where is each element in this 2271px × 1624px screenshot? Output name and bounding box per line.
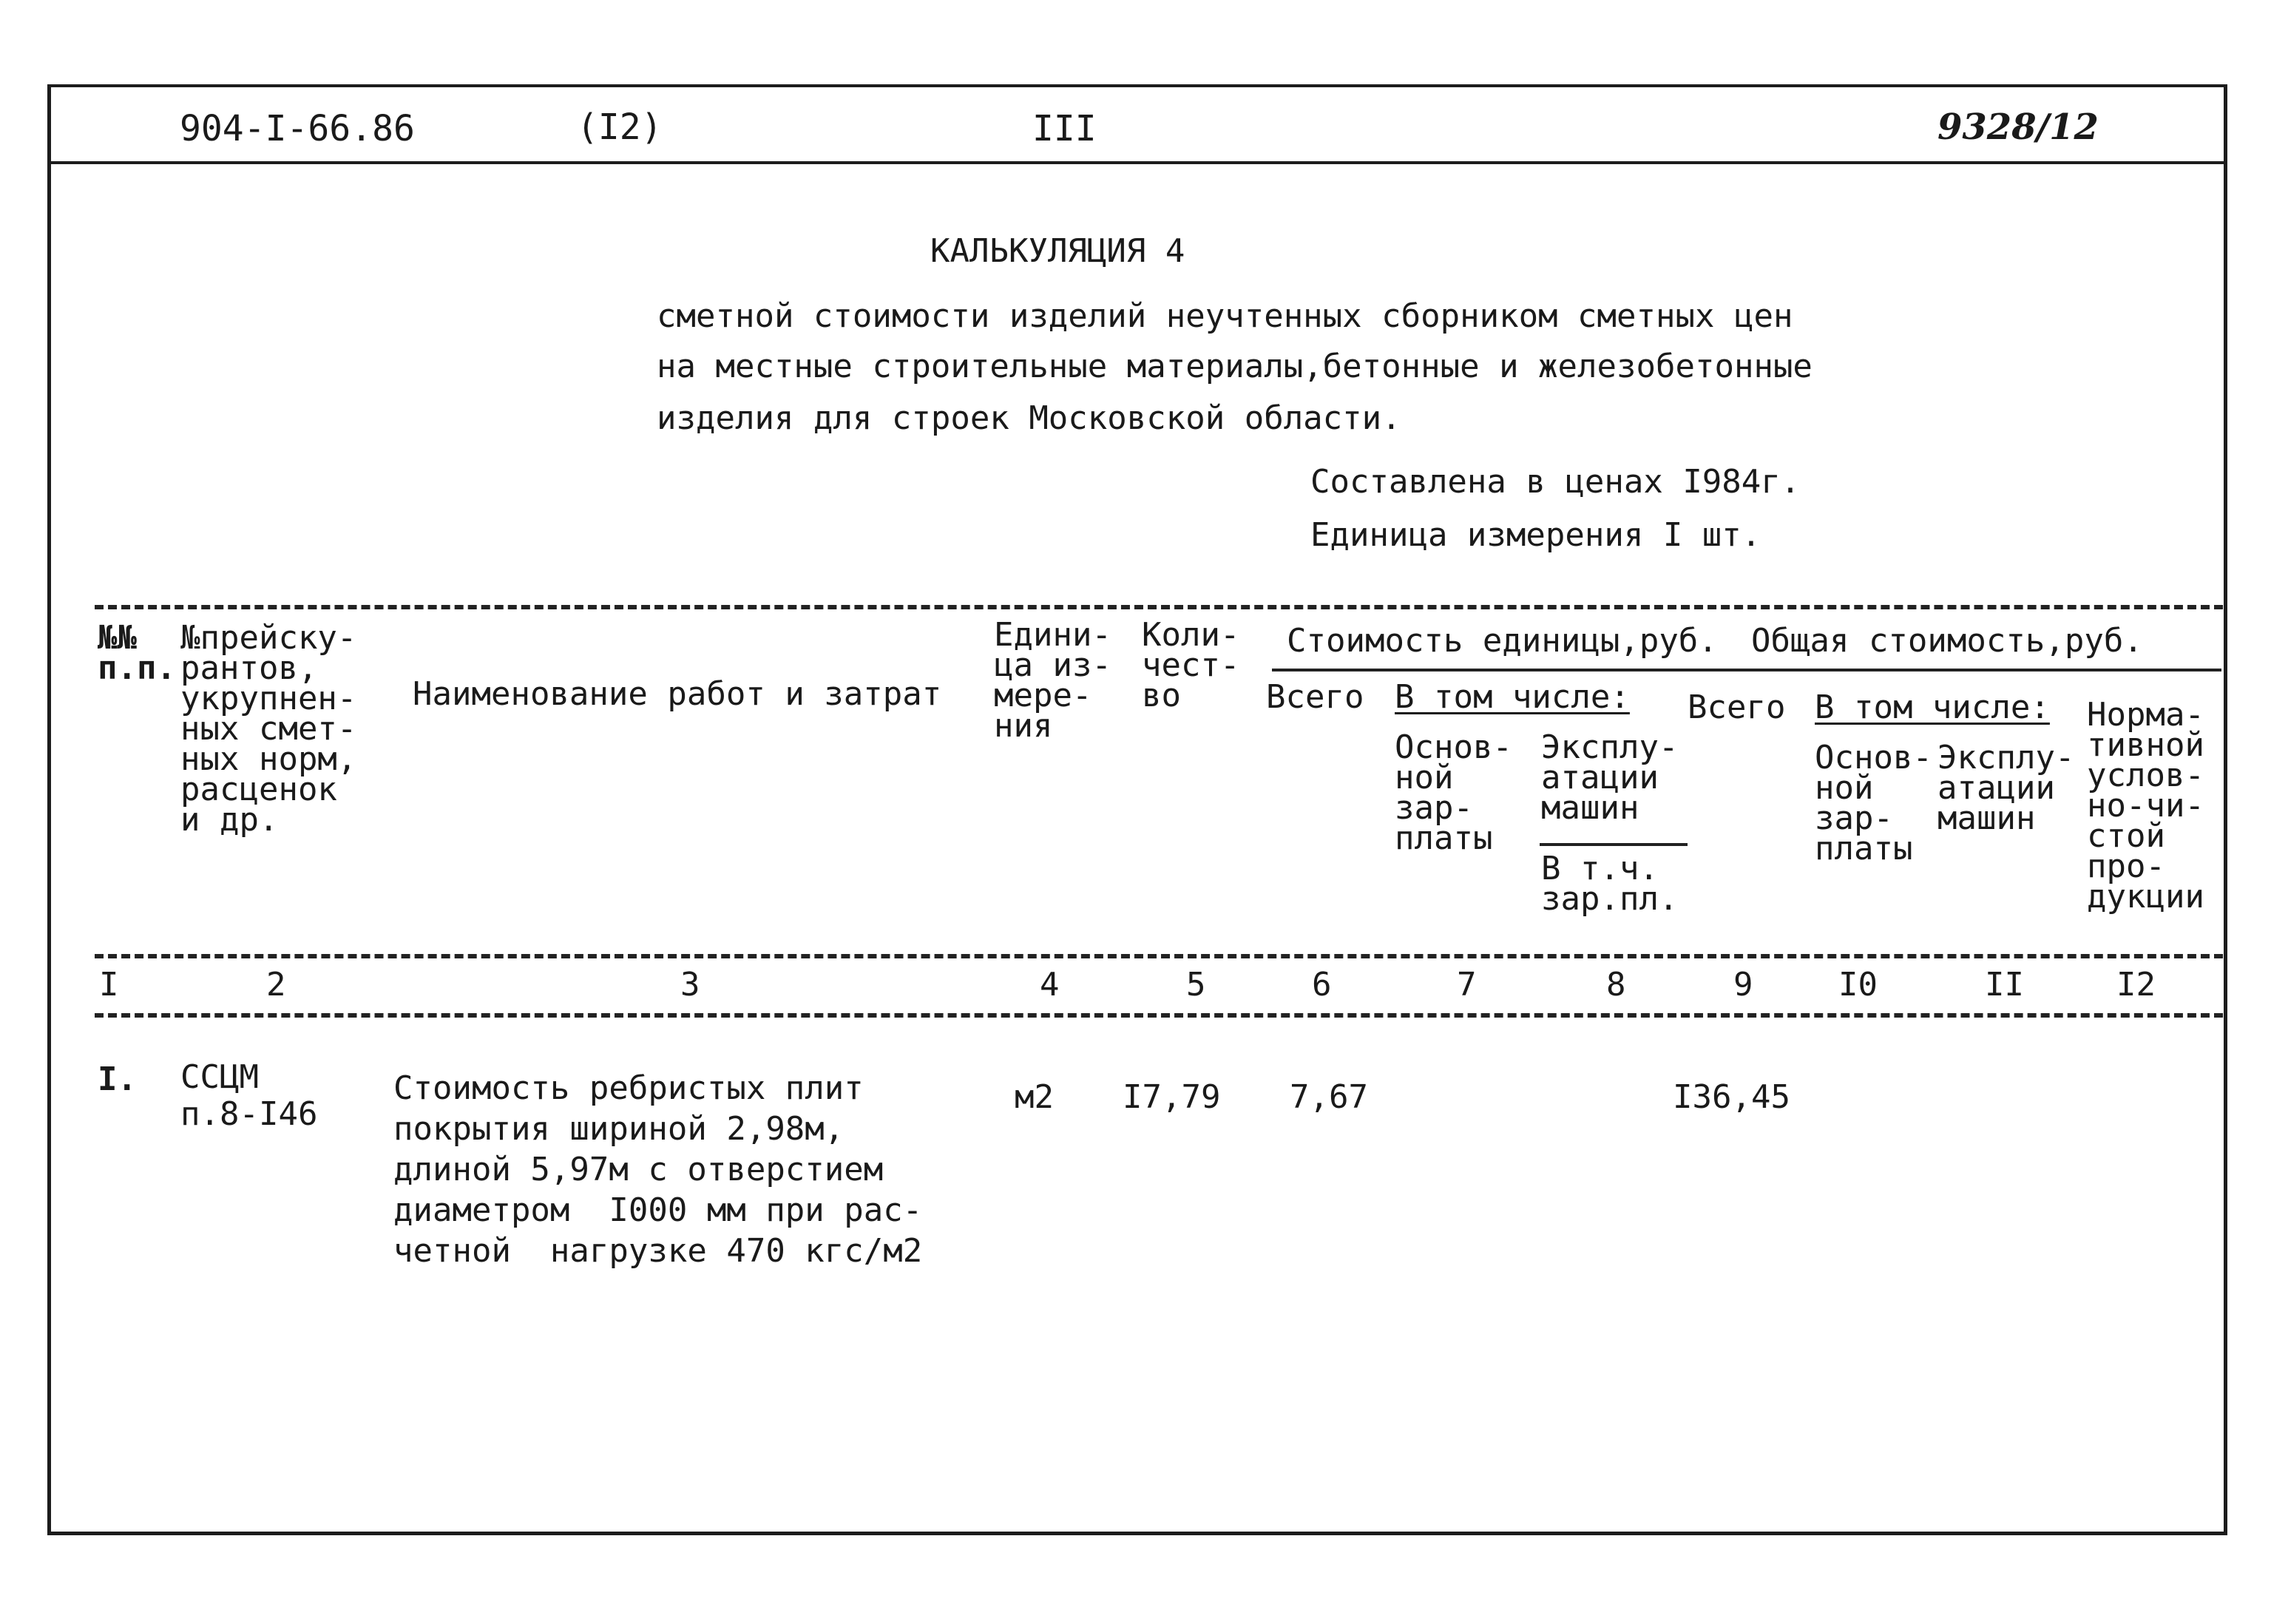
price-basis: Составлена в ценах I984г. xyxy=(1310,463,1801,501)
column-number: I2 xyxy=(2116,966,2156,1004)
page-number: III xyxy=(1032,108,1097,149)
column-number: II xyxy=(1985,966,2024,1004)
sheet-ref: (I2) xyxy=(577,106,663,148)
row-pricelist: ССЦМ п.8-I46 xyxy=(180,1058,318,1133)
group-header-rule xyxy=(1272,669,2221,671)
header-unit-cost-group: Стоимость единицы,руб. xyxy=(1287,622,1718,660)
row-unit: м2 xyxy=(1015,1078,1054,1116)
title-line-3: изделия для строек Московской области. xyxy=(657,399,1401,437)
column-numbers-bottom-border xyxy=(95,1013,2223,1018)
row-total: I36,45 xyxy=(1673,1078,1790,1116)
header-total-cost-group: Общая стоимость,руб. xyxy=(1751,622,2143,660)
header-normative-output: Норма- тивной услов- но-чи- стой про- дукции xyxy=(2087,696,2204,916)
column-number: 8 xyxy=(1606,966,1626,1004)
row-quantity: I7,79 xyxy=(1123,1078,1221,1116)
header-total-machines: Эксплу- атации машин xyxy=(1937,739,2075,837)
header-total-incl: В том числе: xyxy=(1815,688,2050,726)
handwritten-number: 9328/12 xyxy=(1937,106,2099,148)
column-number: I0 xyxy=(1838,966,1878,1004)
calc-heading: КАЛЬКУЛЯЦИЯ 4 xyxy=(930,232,1185,270)
row-description: Стоимость ребристых плит покрытия шириной 2,98м, длиной 5,97м с отверстием диаметром I000 мм при рас- четной нагрузке 470 кгс/м2 xyxy=(393,1069,923,1270)
header-quantity: Коли- чест- во xyxy=(1142,616,1240,714)
title-line-2: на местные строительные материалы,бетонные и железобетонные xyxy=(657,348,1813,385)
column-number: 7 xyxy=(1457,966,1477,1004)
header-unit-machines: Эксплу- атации машин xyxy=(1541,728,1679,827)
column-number: I xyxy=(99,966,119,1004)
column-number: 6 xyxy=(1312,966,1332,1004)
header-unit-total: Всего xyxy=(1266,678,1364,716)
header-pricelist: №прейску- рантов, укрупнен- ных смет- ных норм, расценок и др. xyxy=(180,619,357,839)
column-number: 4 xyxy=(1040,966,1060,1004)
column-number: 9 xyxy=(1733,966,1753,1004)
header-total: Всего xyxy=(1688,688,1786,726)
column-numbers-top-border xyxy=(95,954,2223,958)
header-total-wages: Основ- ной зар- платы xyxy=(1815,739,1932,867)
header-divider xyxy=(47,161,2227,164)
header-unit-wages: Основ- ной зар- платы xyxy=(1395,728,1512,857)
title-line-1: сметной стоимости изделий неучтенных сборником сметных цен xyxy=(657,297,1793,335)
row-index: I. xyxy=(98,1060,137,1098)
header-index: №№ п.п. xyxy=(98,619,176,687)
project-code: 904-I-66.86 xyxy=(180,108,415,149)
column-number: 2 xyxy=(266,966,286,1004)
unit-of-measure: Единица измерения I шт. xyxy=(1310,516,1761,554)
column-number: 5 xyxy=(1186,966,1206,1004)
column-number: 3 xyxy=(680,966,700,1004)
machines-rule xyxy=(1540,843,1688,846)
header-unit-incl: В том числе: xyxy=(1395,678,1630,716)
table-top-border xyxy=(95,605,2223,609)
header-unit-machines-wages: В т.ч. зар.пл. xyxy=(1541,850,1679,918)
header-unit: Едини- ца из- мере- ния xyxy=(994,616,1111,745)
header-name: Наименование работ и затрат xyxy=(413,675,942,713)
row-unit-total: 7,67 xyxy=(1290,1078,1368,1116)
